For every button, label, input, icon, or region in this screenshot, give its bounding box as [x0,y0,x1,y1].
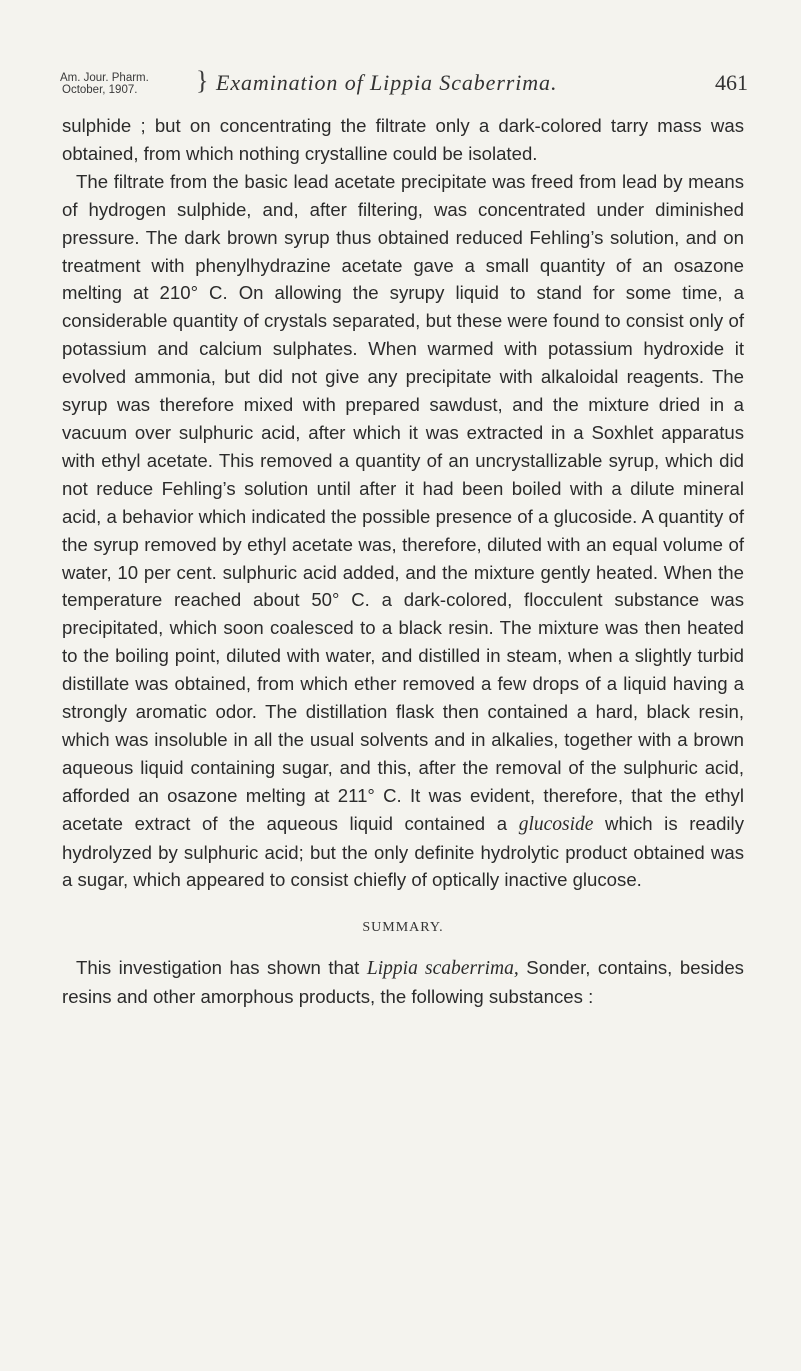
paragraph-1-text: sulphide ; but on concentrating the filtrate only a dark-colored tarry mass was obtained, from which nothing crystalline could be isolated. [62,115,744,164]
paragraph-2-text-end: which is readily hydrolyzed by sulphuric acid; but the only definite hydrolytic product obtained was a sugar, which appeared to consist chiefly of optically inactive glucose. [62,812,744,891]
glucoside-term: glucoside [518,813,594,835]
page-header [58,68,748,108]
paragraph-3 [62,954,744,1011]
paragraph-2-text: The filtrate from the basic lead acetate precipitate was freed from lead by means of hydrogen sulphide, and, after filtering, was concentrated under diminished pressure. The dark brown syrup thus obtained reduced Fehling’s solution, and on treatment with phenylhydrazine acetate gave a small quantity of an osazone melting at 210° C. On allowing the syrupy liquid to stand for some time, a considerable quantity of crystals separated, but these were found to consist only of potassium and calcium sulphates. When warmed with potassium hydroxide it evolved ammonia, but did not give any precipitate with alkaloidal reagents. The syrup was therefore mixed with prepared sawdust, and the mixture dried in a vacuum over sulphuric acid, after which it was extracted in a Soxhlet apparatus with ethyl acetate. This removed a quantity of an uncrystallizable syrup, which did not reduce Fehling’s solution until after it had been boiled with a dilute mineral acid, a behavior which indicated the possible presence of a glucoside. A quantity of the syrup removed by ethyl acetate was, therefore, diluted with an equal volume of water, 10 per cent. sulphuric acid added, and the mixture gently heated. When the temperature reached about 50° C. a dark-colored, flocculent substance was precipitated, which soon coalesced to a black resin. The mixture was then heated to the boiling point, diluted with water, and distilled in steam, when a slightly turbid distillate was obtained, from which ether removed a few drops of a liquid having a strongly aromatic odor. The distillation flask then contained a hard, black resin, which was insoluble in all the usual solvents and in alkalies, together with a brown aqueous liquid containing sugar, and this, after the removal of the sulphuric acid, afforded an osazone melting at 211° C. It was evident, therefore, that the ethyl acetate extract of the aqueous liquid contained a [62,170,744,834]
paragraph-1 [62,112,744,168]
page-number: 461 [715,70,748,95]
journal-name: Am. Jour. Pharm. [60,72,149,84]
article-body [62,112,744,1011]
paragraph-2 [62,168,744,895]
running-title: Examination of Lippia Scaberrima. [216,70,558,95]
journal-citation [58,72,149,96]
journal-date: October, 1907. [62,84,138,96]
paragraph-3-text: This investigation has shown that [76,957,360,979]
brace-glyph: } [196,66,209,95]
paragraph-3-text-end: Sonder, contains, besides resins and other amorphous products, the following substances : [62,957,744,1008]
species-name: Lippia scaberrima, [366,958,519,980]
summary-heading: SUMMARY. [362,920,444,936]
